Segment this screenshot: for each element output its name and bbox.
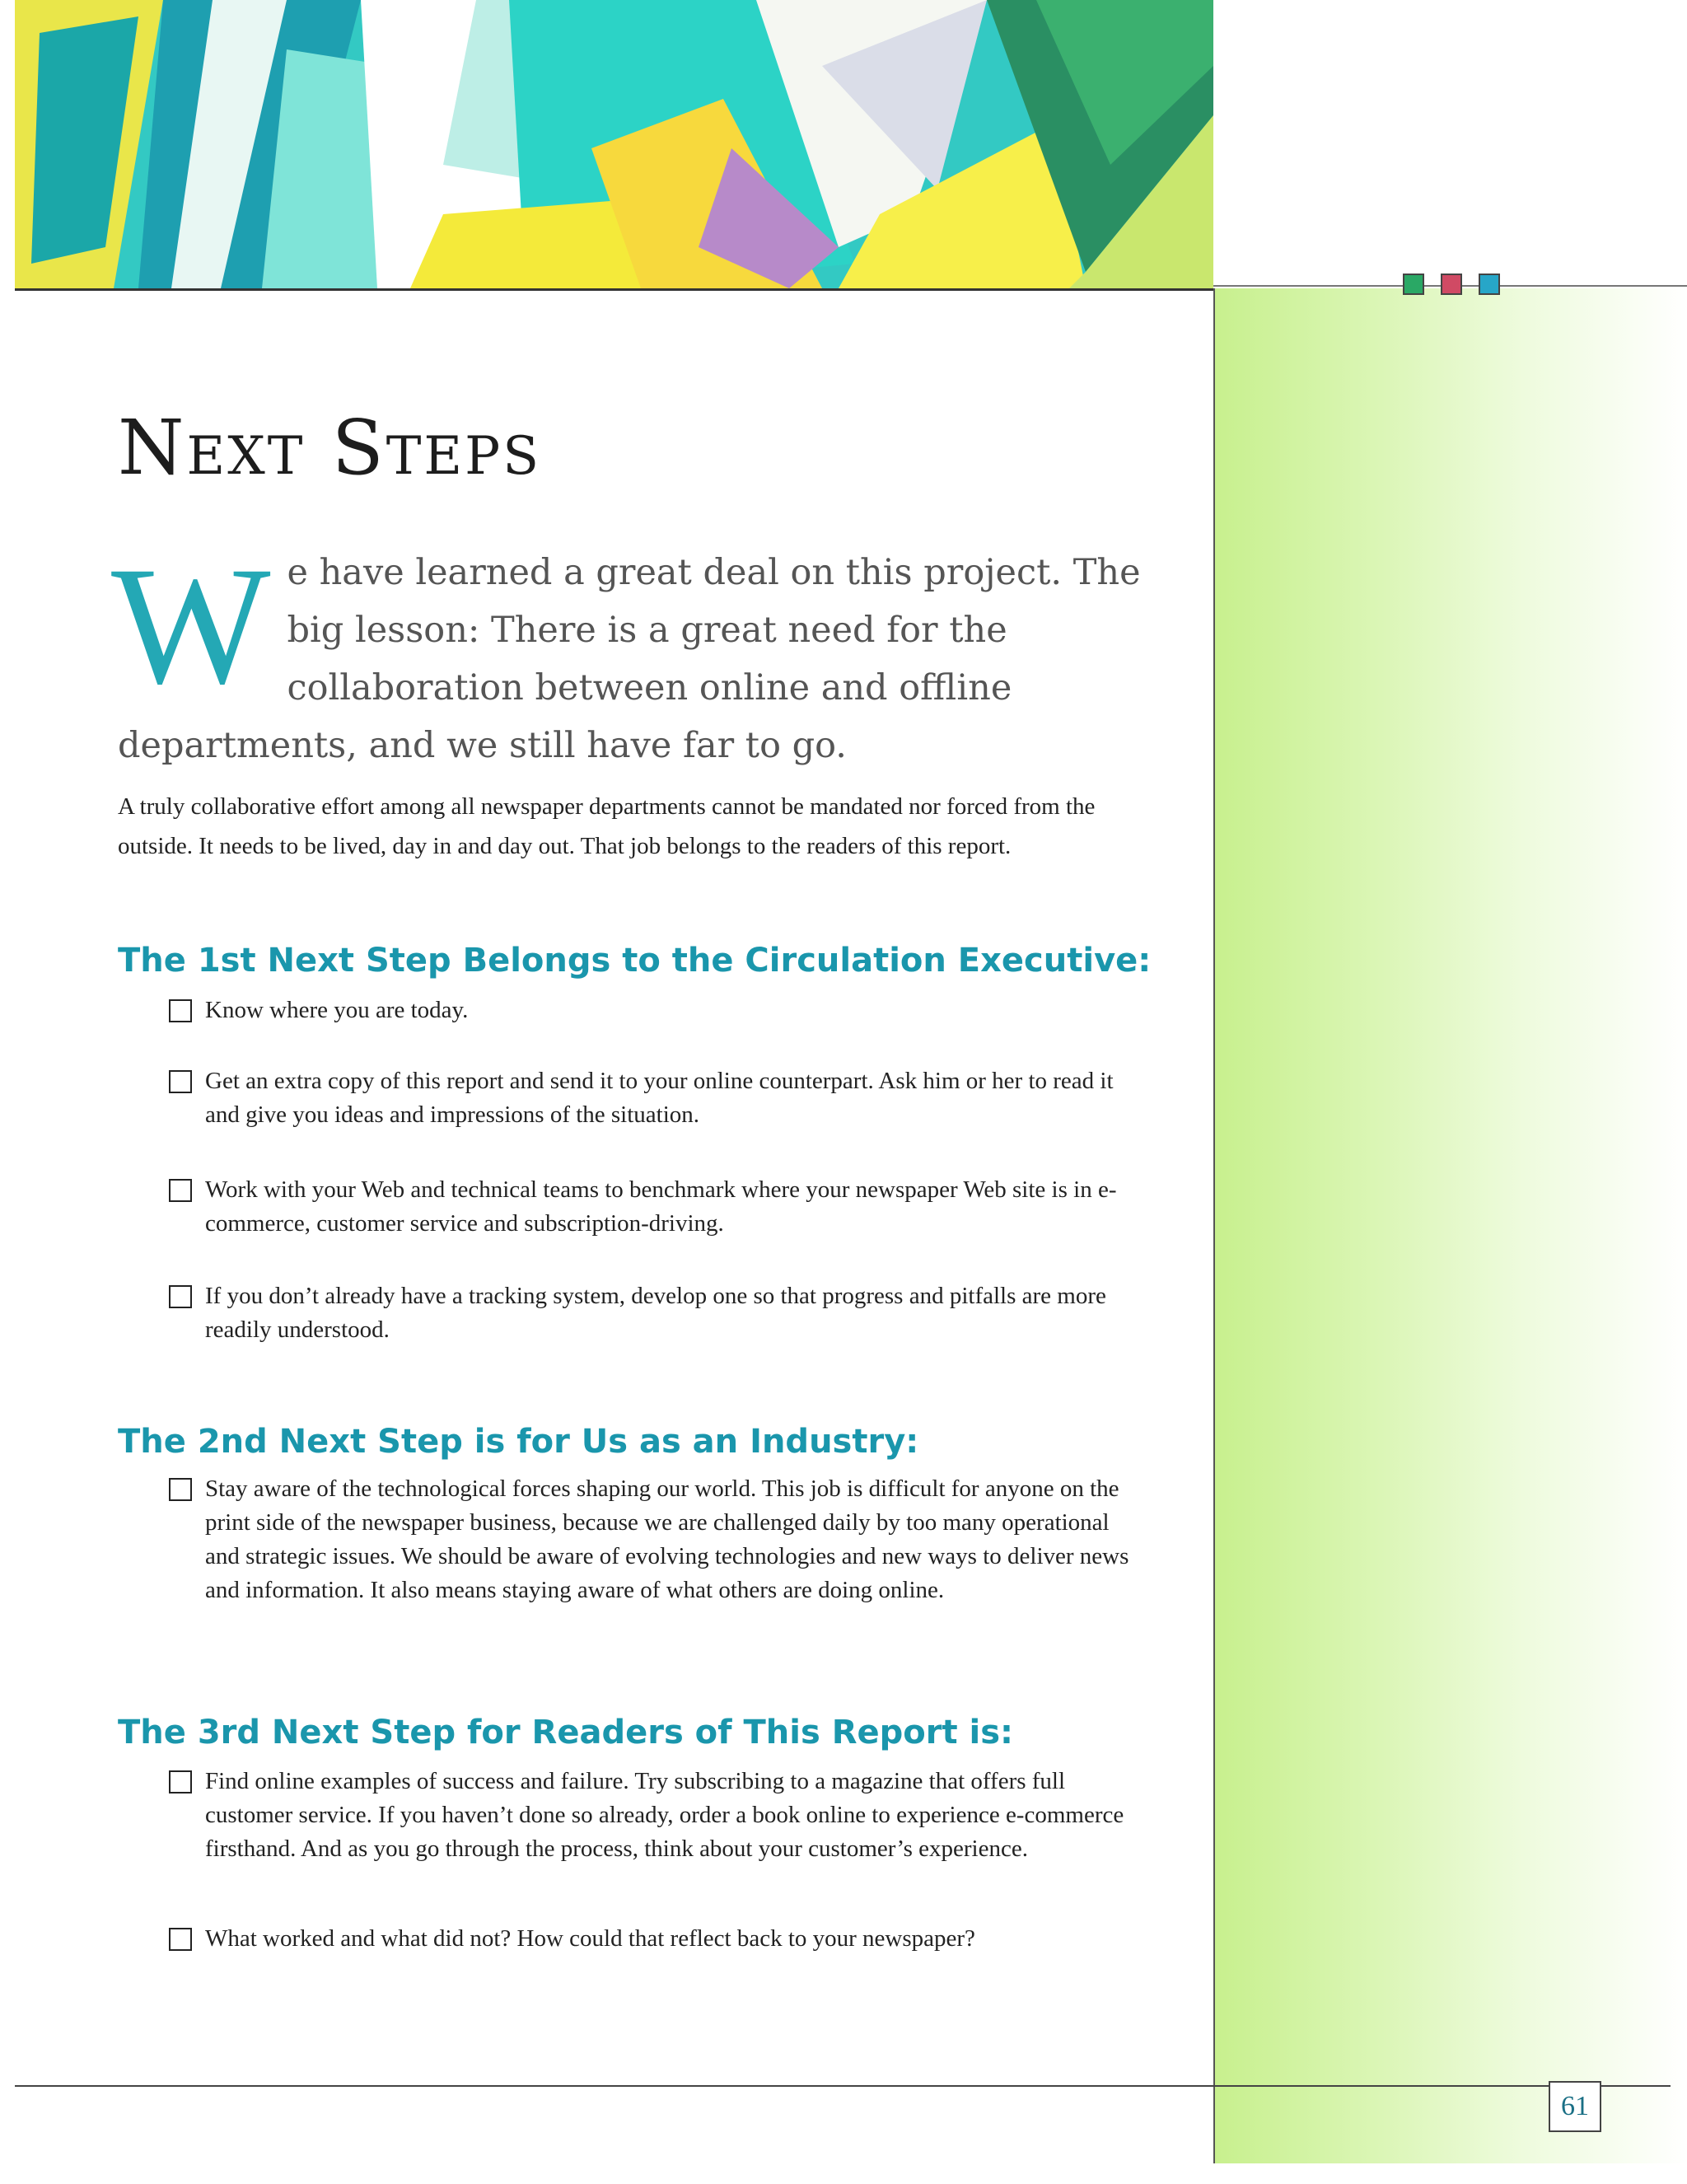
checkbox[interactable] xyxy=(169,1179,192,1202)
page-number: 61 xyxy=(1549,2081,1601,2132)
checkbox[interactable] xyxy=(169,1285,192,1308)
color-squares-ornament xyxy=(1403,274,1500,295)
checklist-item xyxy=(169,1064,1149,1132)
intro-paragraph: A truly collaborative effort among all newspaper departments cannot be mandated nor forced from the outside. It needs to be lived, day in and day out. That job belongs to the readers of this report. xyxy=(118,793,1096,859)
checklist-item xyxy=(169,1765,1149,1866)
checkbox[interactable] xyxy=(169,999,192,1022)
red-square xyxy=(1441,274,1462,295)
checklist-item-text: Get an extra copy of this report and send it to your online counterpart. Ask him or her to read it and give you ideas and impressions of the situation. xyxy=(205,1068,1114,1128)
checklist-item-text: Work with your Web and technical teams to benchmark where your newspaper Web site is in e-commerce, customer service and subscription-driving. xyxy=(205,1176,1117,1237)
header-artwork xyxy=(15,0,1213,288)
banner-divider xyxy=(15,288,1213,291)
checkbox[interactable] xyxy=(169,1478,192,1501)
checkbox[interactable] xyxy=(169,1770,192,1793)
blue-square xyxy=(1479,274,1500,295)
checklist-item-text: Stay aware of the technological forces shaping our world. This job is difficult for anyone on the print side of the newspaper business, because we are challenged daily by too many operational and strategic issues. We should be aware of evolving technologies and new ways to deliver news and information. It also means staying aware of what others are doing online. xyxy=(205,1475,1129,1603)
green-square xyxy=(1403,274,1424,295)
drop-cap: W xyxy=(111,532,271,719)
lead-text: e have learned a great deal on this project. The big lesson: There is a great need for the collaboration between online and offline departments, and we still have far to go. xyxy=(118,552,1141,766)
checkbox[interactable] xyxy=(169,1070,192,1093)
checklist-item-text: If you don’t already have a tracking system, develop one so that progress and pitfalls are more readily understood. xyxy=(205,1283,1106,1343)
checklist-item-text: Find online examples of success and failure. Try subscribing to a magazine that offers full customer service. If you haven’t done so already, order a book online to experience e-commerce firsthand. And as you go through the process, think about your customer’s experience. xyxy=(205,1768,1124,1862)
section-heading-2: The 2nd Next Step is for Us as an Industry: xyxy=(118,1423,919,1461)
page-title: Next Steps xyxy=(118,404,542,492)
lead-paragraph xyxy=(111,532,1147,774)
checklist-item-text: What worked and what did not? How could that reflect back to your newspaper? xyxy=(205,1925,975,1952)
checklist-item xyxy=(169,1279,1149,1347)
section-heading-1: The 1st Next Step Belongs to the Circulation Executive: xyxy=(118,942,1152,980)
footer-rule xyxy=(15,2085,1671,2087)
green-sidebar-panel xyxy=(1213,288,1687,2163)
section-heading-3: The 3rd Next Step for Readers of This Report is: xyxy=(118,1714,1014,1751)
checklist-item xyxy=(169,1472,1149,1607)
checkbox[interactable] xyxy=(169,1928,192,1951)
abstract-painting-image xyxy=(15,0,1213,288)
checklist-item xyxy=(169,1922,1149,1956)
checklist-item xyxy=(169,994,1149,1027)
checklist-item xyxy=(169,1173,1149,1241)
checklist-item-text: Know where you are today. xyxy=(205,997,469,1023)
